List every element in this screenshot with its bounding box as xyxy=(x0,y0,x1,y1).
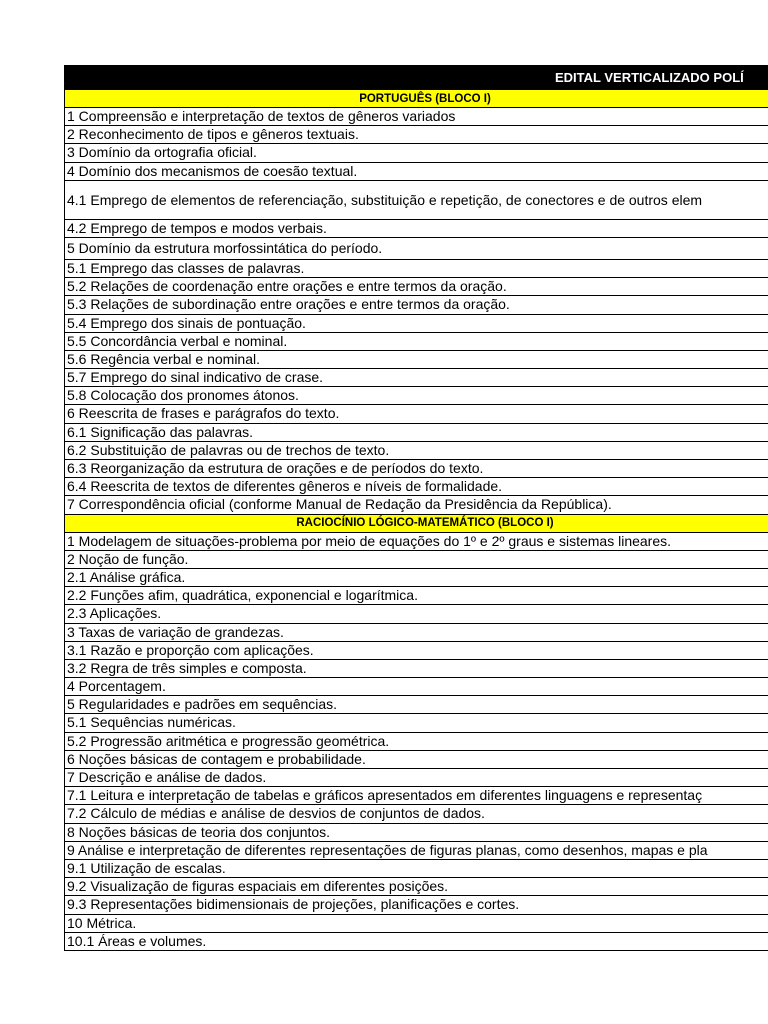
table-row[interactable]: 3.1 Razão e proporção com aplicações. xyxy=(65,642,768,660)
table-row[interactable]: 5.4 Emprego dos sinais de pontuação. xyxy=(65,315,768,333)
table-row[interactable]: 9.2 Visualização de figuras espaciais em diferentes posições. xyxy=(65,878,768,896)
sections-container xyxy=(65,90,768,951)
table-row[interactable]: 2.2 Funções afim, quadrática, exponencial e logarítmica. xyxy=(65,587,768,605)
table-row[interactable]: 5.1 Sequências numéricas. xyxy=(65,714,768,732)
table-row[interactable]: 6.3 Reorganização da estrutura de orações e de períodos do texto. xyxy=(65,460,768,478)
table-row[interactable]: 5 Regularidades e padrões em sequências. xyxy=(65,696,768,714)
table-row[interactable]: 2 Reconhecimento de tipos e gêneros textuais. xyxy=(65,126,768,144)
table-row[interactable]: 3 Taxas de variação de grandezas. xyxy=(65,624,768,642)
table-row[interactable]: 5.2 Relações de coordenação entre orações e entre termos da oração. xyxy=(65,278,768,296)
sheet-title xyxy=(65,65,768,90)
table-row[interactable]: 5 Domínio da estrutura morfossintática do período. xyxy=(65,238,768,260)
table-row[interactable]: 9.1 Utilização de escalas. xyxy=(65,860,768,878)
section-header[interactable] xyxy=(65,90,768,108)
section-header[interactable] xyxy=(65,515,768,533)
table-row[interactable]: 2.1 Análise gráfica. xyxy=(65,569,768,587)
table-row[interactable]: 9 Análise e interpretação de diferentes representações de figuras planas, como desenhos, mapas e pla xyxy=(65,842,768,860)
table-row[interactable]: 5.8 Colocação dos pronomes átonos. xyxy=(65,387,768,405)
table-row[interactable]: 8 Noções básicas de teoria dos conjuntos. xyxy=(65,824,768,842)
table-row[interactable]: 5.2 Progressão aritmética e progressão geométrica. xyxy=(65,733,768,751)
table-row[interactable]: 6 Reescrita de frases e parágrafos do texto. xyxy=(65,405,768,423)
table-row[interactable]: 3.2 Regra de três simples e composta. xyxy=(65,660,768,678)
table-row[interactable]: 5.1 Emprego das classes de palavras. xyxy=(65,260,768,278)
table-row[interactable]: 2 Noção de função. xyxy=(65,551,768,569)
table-row[interactable]: 10 Métrica. xyxy=(65,915,768,933)
section-header-label: PORTUGUÊS (BLOCO I) xyxy=(359,92,491,105)
table-row[interactable]: 4 Porcentagem. xyxy=(65,678,768,696)
table-row[interactable]: 5.3 Relações de subordinação entre orações e entre termos da oração. xyxy=(65,296,768,314)
table-row[interactable]: 4.2 Emprego de tempos e modos verbais. xyxy=(65,220,768,238)
table-row[interactable]: 5.7 Emprego do sinal indicativo de crase. xyxy=(65,369,768,387)
section-header-label: RACIOCÍNIO LÓGICO-MATEMÁTICO (BLOCO I) xyxy=(296,517,554,530)
table-row[interactable]: 7 Descrição e análise de dados. xyxy=(65,769,768,787)
table-row[interactable]: 6 Noções básicas de contagem e probabilidade. xyxy=(65,751,768,769)
table-row[interactable]: 4.1 Emprego de elementos de referenciação, substituição e repetição, de conectores e de outros elem xyxy=(65,181,768,220)
table-row[interactable]: 9.3 Representações bidimensionais de projeções, planificações e cortes. xyxy=(65,896,768,914)
table-row[interactable]: 1 Compreensão e interpretação de textos de gêneros variados xyxy=(65,108,768,126)
table-row[interactable]: 7.1 Leitura e interpretação de tabelas e gráficos apresentados em diferentes linguagens e representaç xyxy=(65,787,768,805)
table-row[interactable]: 6.1 Significação das palavras. xyxy=(65,424,768,442)
sheet-title-text: EDITAL VERTICALIZADO POLÍ xyxy=(555,70,744,85)
table-row[interactable]: 7 Correspondência oficial (conforme Manual de Redação da Presidência da República). xyxy=(65,496,768,514)
table-row[interactable]: 6.4 Reescrita de textos de diferentes gêneros e níveis de formalidade. xyxy=(65,478,768,496)
table-row[interactable]: 10.1 Áreas e volumes. xyxy=(65,933,768,951)
table-row[interactable]: 7.2 Cálculo de médias e análise de desvios de conjuntos de dados. xyxy=(65,805,768,823)
table-row[interactable]: 5.6 Regência verbal e nominal. xyxy=(65,351,768,369)
table-row[interactable]: 6.2 Substituição de palavras ou de trechos de texto. xyxy=(65,442,768,460)
table-row[interactable]: 4 Domínio dos mecanismos de coesão textual. xyxy=(65,163,768,181)
table-row[interactable]: 3 Domínio da ortografia oficial. xyxy=(65,144,768,162)
spreadsheet-table xyxy=(64,65,768,951)
table-row[interactable]: 2.3 Aplicações. xyxy=(65,605,768,623)
table-row[interactable]: 5.5 Concordância verbal e nominal. xyxy=(65,333,768,351)
table-row[interactable]: 1 Modelagem de situações-problema por meio de equações do 1º e 2º graus e sistemas lineares. xyxy=(65,533,768,551)
